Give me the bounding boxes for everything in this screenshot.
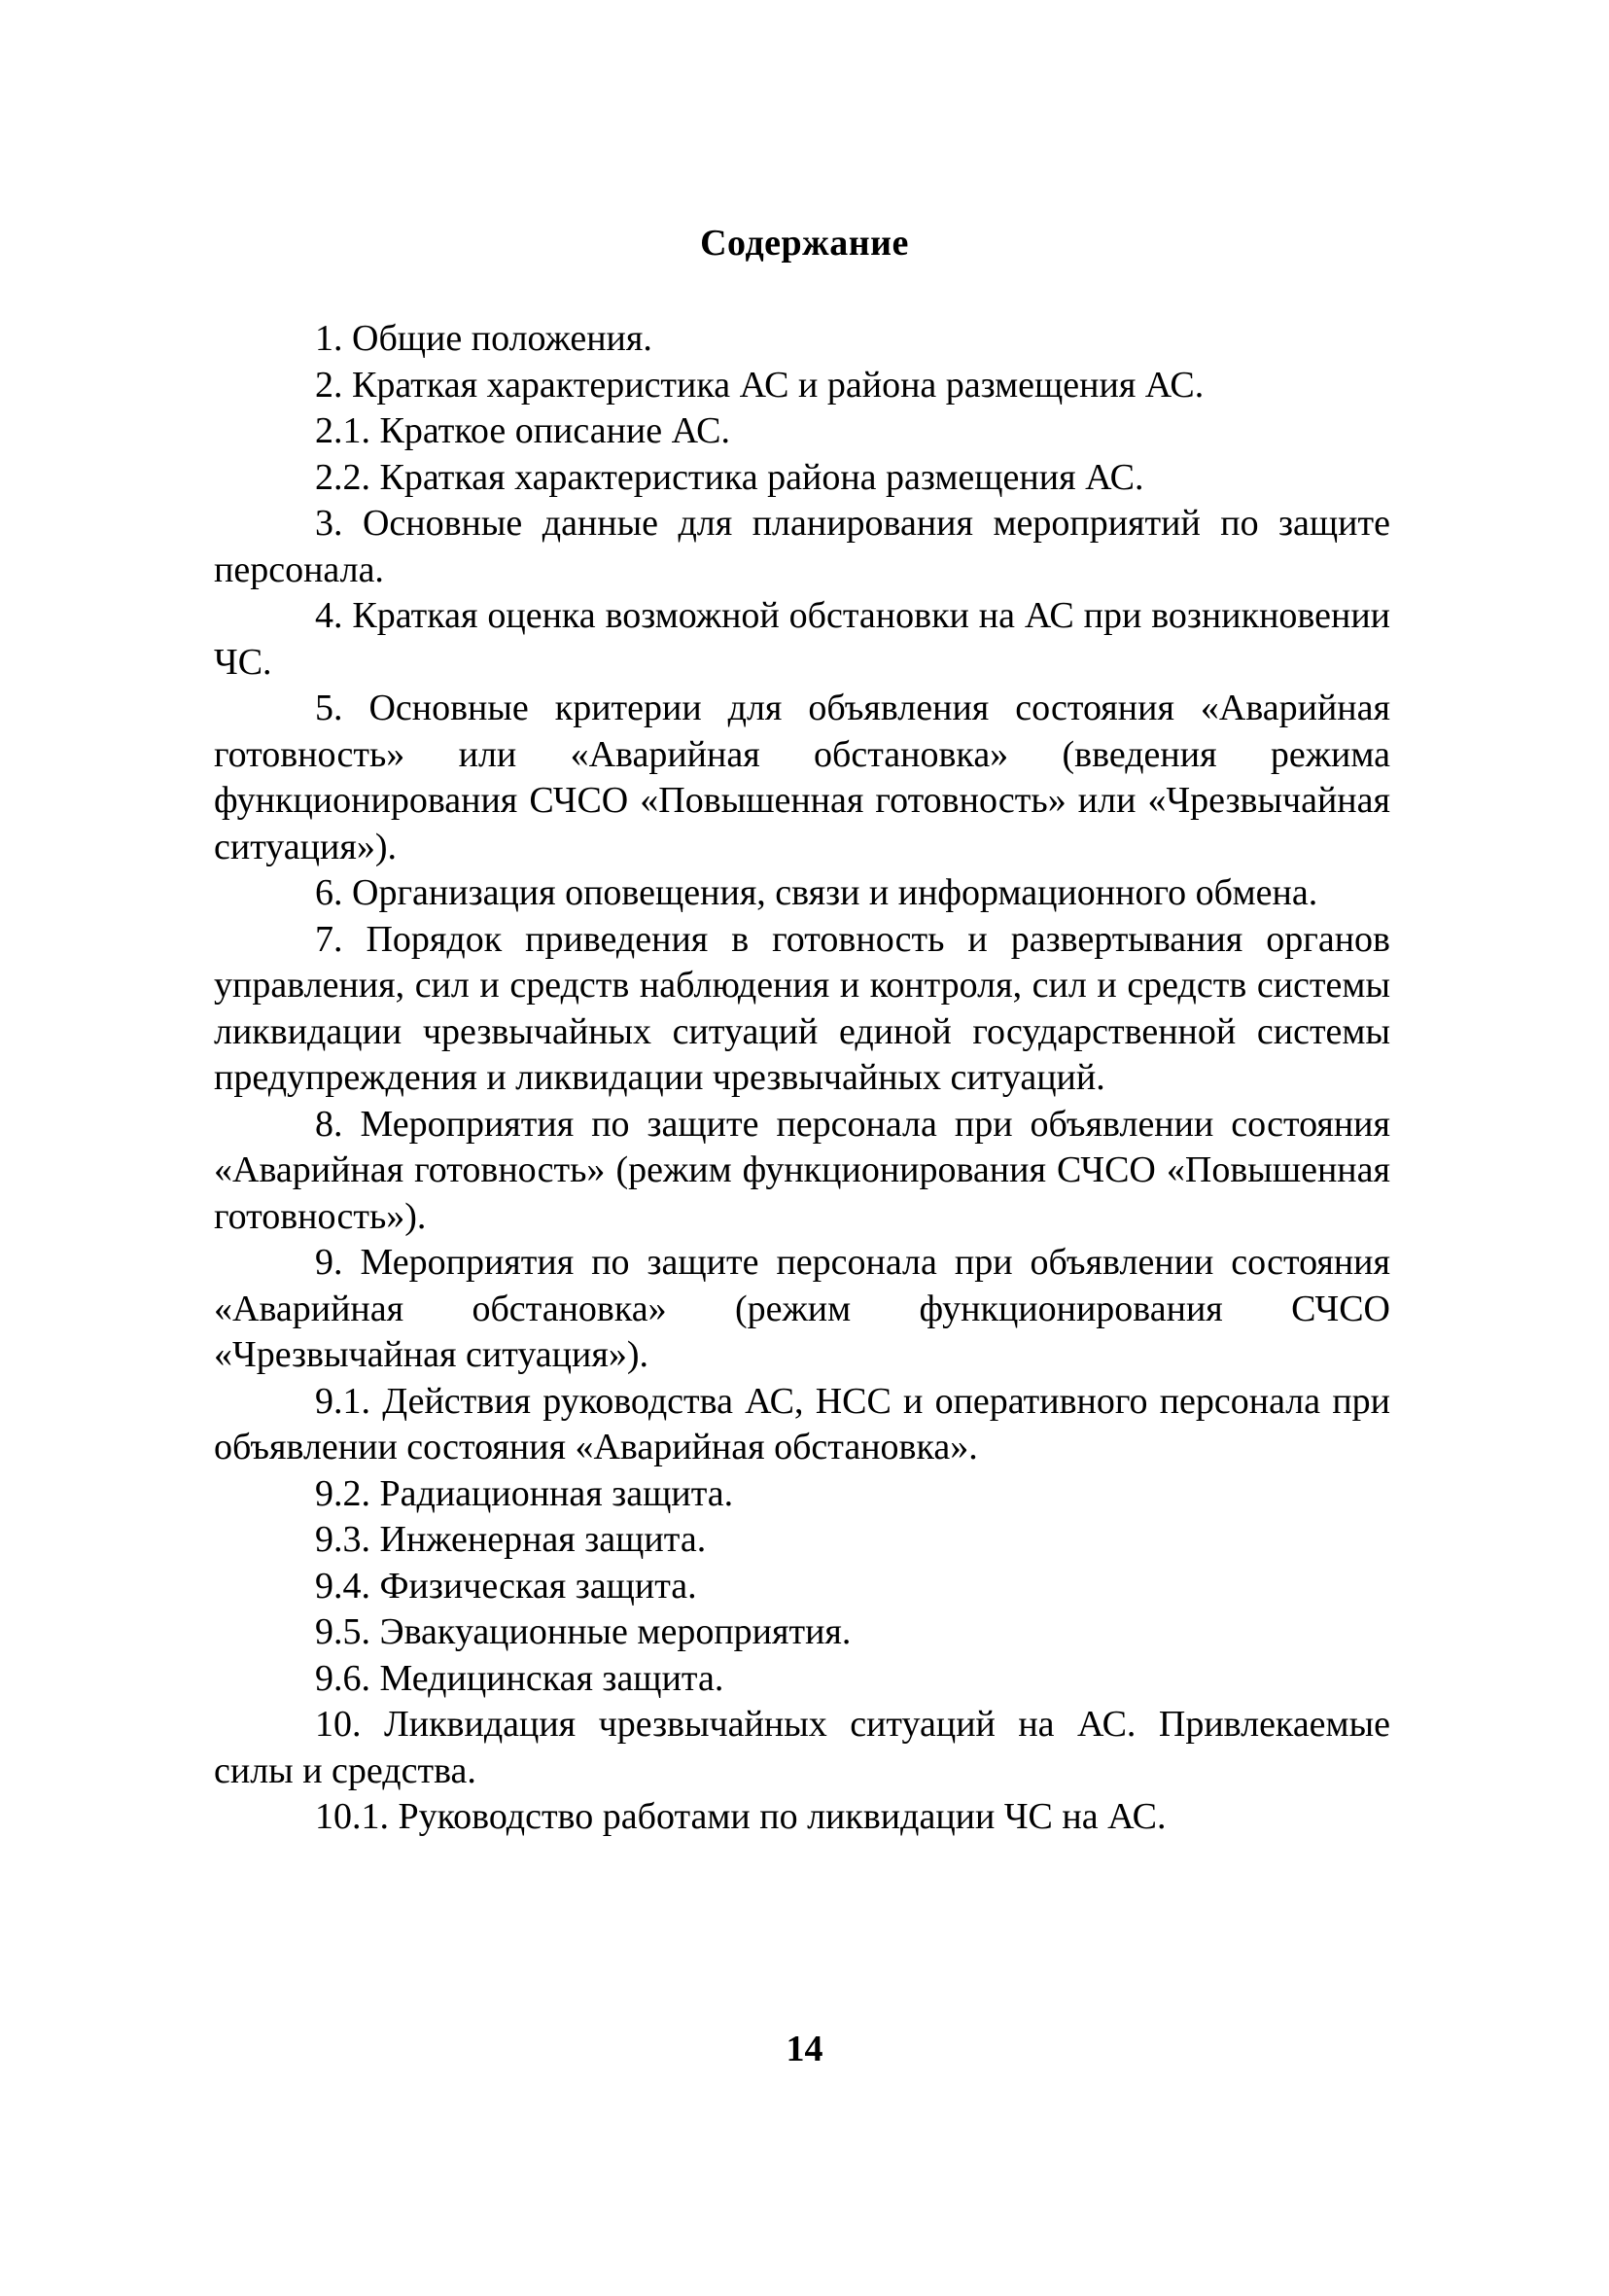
toc-entry-9-2: 9.2. Радиационная защита.: [315, 1472, 734, 1514]
toc-entry-2: 2. Краткая характеристика АС и района размещения АС.: [315, 364, 1205, 406]
toc-entry-9-4: 9.4. Физическая защита.: [315, 1565, 697, 1607]
toc-entry-10: 10. Ликвидация чрезвычайных ситуаций на АС. Привлекаемые силы и средства.: [214, 1704, 1390, 1791]
toc-entry-9-5: 9.5. Эвакуационные мероприятия.: [315, 1611, 852, 1652]
page-title: Содержание: [700, 223, 909, 264]
toc-entry-9-6: 9.6. Медицинская защита.: [315, 1657, 724, 1699]
toc-entry-4: 4. Краткая оценка возможной обстановки на АС при возникновении ЧС.: [214, 595, 1390, 683]
toc-entry-2-1: 2.1. Краткое описание АС.: [315, 410, 730, 451]
toc-entry-10-1: 10.1. Руководство работами по ликвидации ЧС на АС.: [315, 1796, 1167, 1837]
toc-entry-9: 9. Мероприятия по защите персонала при объявлении состояния «Аварийная обстановка» (режим функционирования СЧСО «Чрезвычайная ситуация»).: [214, 1242, 1390, 1375]
toc-entry-5: 5. Основные критерии для объявления состояния «Аварийная готовность» или «Аварийная обстановка» (введения режима функционирования СЧСО «Повышенная готовность» или «Чрезвычайная ситуация»).: [214, 688, 1390, 867]
toc-entry-7: 7. Порядок приведения в готовность и развертывания органов управления, сил и средств наблюдения и контроля, сил и средств системы ликвидации чрезвычайных ситуаций единой государственной системы предупреждения и ликвидации чрезвычайных ситуаций.: [214, 918, 1390, 1098]
table-of-contents: [214, 316, 1390, 1841]
toc-entry-2-2: 2.2. Краткая характеристика района размещения АС.: [315, 456, 1144, 498]
toc-entry-6: 6. Организация оповещения, связи и информационного обмена.: [315, 872, 1318, 913]
page-number: 14: [786, 2029, 823, 2069]
toc-entry-9-1: 9.1. Действия руководства АС, НСС и оперативного персонала при объявлении состояния «Аварийная обстановка».: [214, 1380, 1390, 1467]
toc-entry-1: 1. Общие положения.: [315, 318, 652, 359]
toc-entry-8: 8. Мероприятия по защите персонала при объявлении состояния «Аварийная готовность» (режим функционирования СЧСО «Повышенная готовность»).: [214, 1103, 1390, 1237]
toc-entry-9-3: 9.3. Инженерная защита.: [315, 1519, 707, 1560]
toc-entry-3: 3. Основные данные для планирования мероприятий по защите персонала.: [214, 503, 1390, 590]
